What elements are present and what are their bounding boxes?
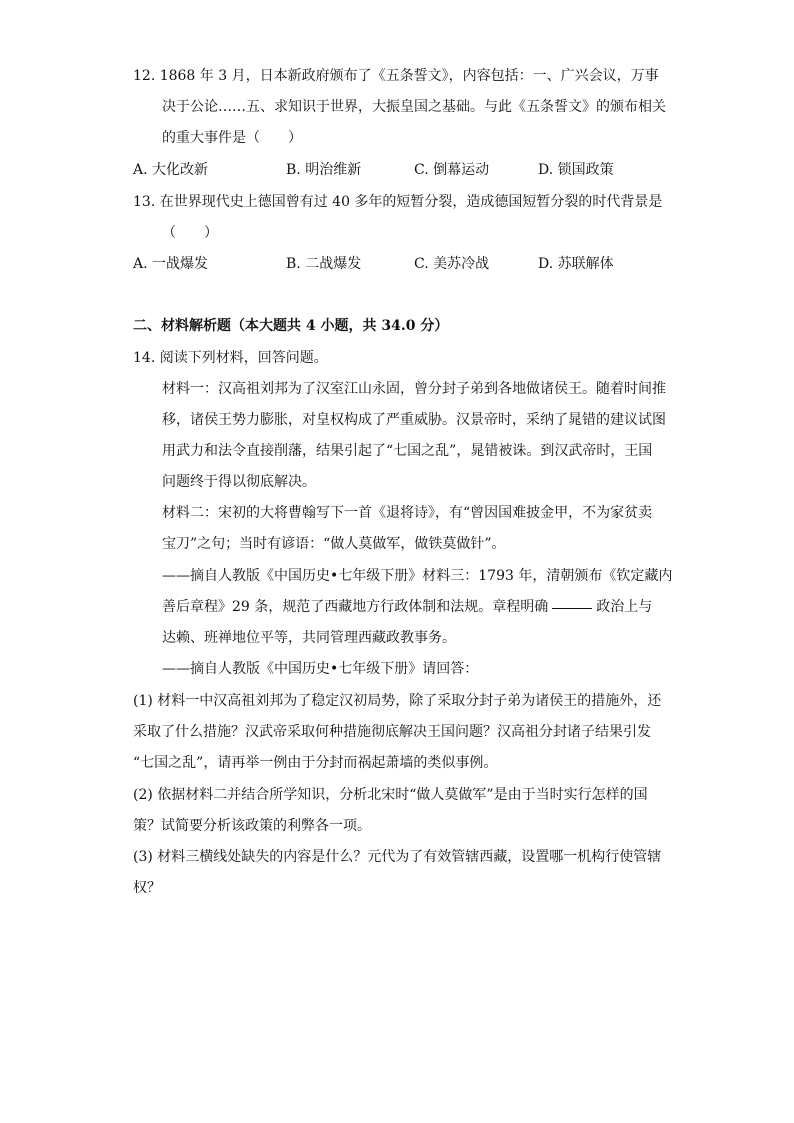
q12-option-d[interactable]: D. 锁国政策 bbox=[538, 162, 614, 178]
source-note: ——摘自人教版《中国历史•七年级下册》请回答： bbox=[162, 661, 479, 677]
material2-line1: 材料二：宋初的大将曹翰写下一首《退将诗》，有“曾因国难披金甲，不为家贫卖 bbox=[162, 505, 653, 521]
material2-line2: 宝刀”之句；当时有谚语：“做人莫做军，做铁莫做针”。 bbox=[162, 536, 506, 552]
q12-option-b[interactable]: B. 明治维新 bbox=[286, 162, 362, 178]
material3-line2-end: 政治上与 bbox=[596, 599, 653, 615]
q12-option-c[interactable]: C. 倒幕运动 bbox=[414, 162, 490, 178]
material1-line3: 用武力和法令直接削藩，结果引起了“七国之乱”，晁错被诛。到汉武帝时，王国 bbox=[162, 443, 653, 459]
material3-line1: ——摘自人教版《中国历史•七年级下册》材料三：1793 年，清朝颁布《钦定藏内 bbox=[162, 568, 673, 584]
q12-options bbox=[133, 161, 693, 179]
q12-line1: 12. 1868 年 3 月，日本新政府颁布了《五条誓文》，内容包括：一、广兴会议，万事 bbox=[133, 68, 659, 84]
sub1-line3: “七国之乱”，请再举一例由于分封而祸起萧墙的类似事例。 bbox=[133, 755, 498, 771]
sub2-line2: 策？试简要分析该政策的利弊各一项。 bbox=[133, 818, 371, 834]
q13-option-a[interactable]: A. 一战爆发 bbox=[133, 256, 209, 272]
sub3-line2: 权？ bbox=[133, 880, 161, 896]
q13-option-d[interactable]: D. 苏联解体 bbox=[538, 256, 614, 272]
q13-line1: 13. 在世界现代史上德国曾有过 40 多年的短暂分裂，造成德国短暂分裂的时代背景是 bbox=[133, 194, 663, 210]
material1-line4: 问题终于得以彻底解决。 bbox=[162, 474, 316, 490]
q12-option-a[interactable]: A. 大化改新 bbox=[133, 162, 209, 178]
sub3-line1: (3) 材料三横线处缺失的内容是什么？元代为了有效管辖西藏，设置哪一机构行使管辖 bbox=[133, 849, 662, 865]
q13-options bbox=[133, 255, 693, 273]
q12-line2: 决于公论……五、求知识于世界，大振皇国之基础。与此《五条誓文》的颁布相关 bbox=[162, 99, 666, 115]
sub1-line2: 采取了什么措施？汉武帝采取何种措施彻底解决王国问题？汉高祖分封诸子结果引发 bbox=[133, 724, 651, 740]
material3-line2 bbox=[162, 598, 652, 616]
q12-line3: 的重大事件是（ ） bbox=[162, 130, 302, 146]
q13-option-b[interactable]: B. 二战爆发 bbox=[286, 256, 362, 272]
q13-line2: （ ） bbox=[162, 225, 218, 241]
material3-line2-start: 善后章程》29 条，规范了西藏地方行政体制和法规。章程明确 bbox=[162, 599, 549, 615]
sub2-line1: (2) 依据材料二并结合所学知识，分析北宋时“做人莫做军”是由于当时实行怎样的国 bbox=[133, 787, 648, 803]
material1-line1: 材料一：汉高祖刘邦为了汉室江山永固，曾分封子弟到各地做诸侯王。随着时间推 bbox=[162, 381, 666, 397]
material3-line3: 达赖、班禅地位平等，共同管理西藏政教事务。 bbox=[162, 630, 456, 646]
section-heading: 二、材料解析题（本大题共 4 小题，共 34.0 分） bbox=[133, 318, 449, 334]
answer-blank[interactable] bbox=[552, 607, 592, 609]
sub1-line1: (1) 材料一中汉高祖刘邦为了稳定汉初局势，除了采取分封子弟为诸侯王的措施外，还 bbox=[133, 693, 662, 709]
material1-line2: 移，诸侯王势力膨胀，对皇权构成了严重威胁。汉景帝时，采纳了晁错的建议试图 bbox=[162, 412, 666, 428]
q13-option-c[interactable]: C. 美苏冷战 bbox=[414, 256, 490, 272]
q14-intro: 14. 阅读下列材料，回答问题。 bbox=[133, 350, 328, 366]
